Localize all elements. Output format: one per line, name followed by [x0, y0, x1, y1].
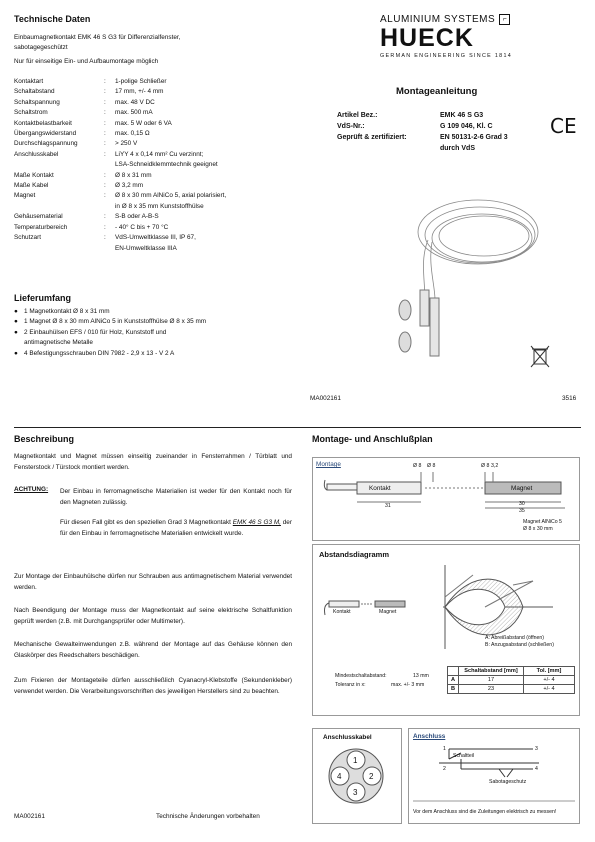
spec-colon: : — [104, 119, 106, 127]
spec-key: Maße Kontakt — [14, 171, 54, 179]
lieferumfang-list — [14, 307, 304, 359]
tech-line1: Einbaumagnetkontakt EMK 46 S G3 für Differenzialfenster, — [14, 34, 181, 41]
spec-key: Gehäusematerial — [14, 213, 63, 221]
bullet-icon: ● — [14, 308, 18, 315]
spec-value: Ø 3,2 mm — [115, 182, 144, 190]
dim-31: 31 — [385, 503, 391, 509]
list-item-text: 1 Magnetkontakt Ø 8 x 31 mm — [24, 308, 110, 315]
dim-8b: Ø 8 — [427, 463, 436, 469]
achtung-label: ACHTUNG: — [14, 486, 49, 493]
spec-row — [14, 212, 304, 222]
pin-1: 1 — [353, 756, 358, 765]
footer-right: Technische Änderungen vorbehalten — [156, 813, 260, 820]
pin-3: 3 — [353, 788, 358, 797]
brand-tagline: GERMAN ENGINEERING SINCE 1814 — [380, 53, 513, 59]
beschreibung-p2: Zur Montage der Einbauhülsche dürfen nur Schrauben aus antimagnetischem Material verwendet werden. — [14, 573, 292, 591]
list-item — [14, 317, 304, 327]
pin-4: 4 — [337, 772, 342, 781]
anschluss-heading: Anschluss — [413, 733, 446, 740]
abstand-kontakt: Kontakt — [333, 609, 351, 615]
spec-row — [14, 150, 304, 160]
montage-label: Montage — [316, 461, 341, 468]
table-row — [448, 685, 575, 694]
montage-key — [337, 143, 440, 154]
table-cell: B — [448, 685, 459, 694]
beschreibung-p3: Nach Beendigung der Montage muss der Magnetkontakt auf seine elektrische Schaltfunktion geprüft werden (z.B. mit Durchgangsprüfer oder Multimeter). — [14, 607, 292, 625]
sleeve-icon — [399, 332, 411, 352]
tol-label: Toleranz in x: — [335, 682, 366, 688]
beschreibung-p1: Magnetkontakt und Magnet müssen einseitig zueinander in Fensterrahmen / Türblatt und Fensterstock / Türstock montiert werden. — [14, 453, 292, 471]
spec-colon: : — [104, 98, 106, 106]
spec-colon — [104, 244, 115, 254]
spec-value: in Ø 8 x 35 mm Kunststoffhülse — [115, 202, 204, 210]
spec-key: Schaltstrom — [14, 109, 48, 117]
beschreibung-p4: Mechanische Gewalteinwendungen z.B. während der Montage auf das Gehäuse können den Glaskörper des Reedschalters beschädigen. — [14, 641, 292, 659]
montage-row — [337, 110, 567, 121]
spec-row — [14, 87, 304, 97]
montage-row — [337, 121, 567, 132]
mag-note1: Magnet AlNiCo 5 — [523, 519, 562, 525]
table-row — [448, 676, 575, 685]
montage-value: EN 50131-2-6 Grad 3 — [440, 134, 508, 141]
montage-row — [337, 143, 567, 154]
anschlusskabel-box — [312, 728, 402, 824]
spec-colon — [104, 160, 115, 170]
beschreibung-heading: Beschreibung — [14, 434, 75, 444]
abstand-heading: Abstandsdiagramm — [319, 550, 390, 559]
spec-colon: : — [104, 130, 106, 138]
spec-row — [14, 108, 304, 118]
spec-key: Schaltabstand — [14, 88, 55, 96]
achtung-text2a: Für diesen Fall gibt es den speziellen Grad 3 Magnetkontakt — [60, 519, 231, 526]
beschreibung-p5: Zum Fixieren der Montageteile dürfen ausschließlich Cyanacryl-Klebstoffe (Sekundenkleber) verwendet werden. Die Verarbeitungsvorschriften des jeweiligen Herstellers sind zu beachten. — [14, 677, 292, 695]
spec-value: Ø 8 x 30 mm AlNiCo 5, axial polarisiert, — [115, 192, 227, 200]
montage-value: G 109 046, Kl. C — [440, 123, 493, 130]
montage-value: EMK 46 S G3 — [440, 112, 484, 119]
bullet-icon: ● — [14, 318, 18, 326]
legend-b: B: Anzugsabstand (schließen) — [485, 642, 554, 648]
spec-key: Schutzart — [14, 234, 41, 242]
spec-colon: : — [104, 213, 106, 221]
montage-key: Geprüft & zertifiziert: — [337, 134, 407, 141]
spec-value: max. 500 mA — [115, 109, 153, 117]
spec-row — [14, 233, 304, 243]
spec-colon: : — [104, 140, 106, 148]
legend-a: A: Abreißabstand (öffnen) — [485, 635, 545, 641]
list-item-text: 1 Magnet Ø 8 x 30 mm AlNiCo 5 in Kunststoffhülse Ø 8 x 35 mm — [24, 318, 207, 326]
footer-left: MA002161 — [14, 813, 45, 820]
montage-key: Artikel Bez.: — [337, 112, 378, 119]
dim-8c: Ø 8 — [481, 463, 490, 469]
table-cell: A — [448, 676, 459, 685]
term-2: 2 — [443, 766, 446, 772]
abstand-magnet: Magnet — [379, 609, 397, 615]
schaltteil-label: Schaltteil — [453, 753, 475, 759]
brand-logo — [380, 14, 580, 59]
tech-intro — [14, 33, 294, 67]
spec-value: 1-polige Schließer — [115, 78, 167, 85]
spec-row — [14, 223, 304, 233]
mid-page: 3516 — [562, 395, 577, 402]
term-3: 3 — [535, 746, 538, 752]
spec-value: 17 mm, +/- 4 mm — [115, 88, 164, 96]
spec-value: VdS-Umweltklasse III, IP 67, — [115, 234, 196, 242]
spec-row — [14, 244, 304, 254]
spec-row — [14, 191, 304, 201]
mid-code: MA002161 — [310, 395, 341, 402]
spec-value: LSA-Schneidklemmtechnik geeignet — [115, 161, 218, 169]
spec-row — [14, 77, 304, 87]
spec-key: Magnet — [14, 192, 36, 200]
anschluss-note: Vor dem Anschluss sind die Zuleitungen elektrisch zu messen! — [413, 809, 557, 815]
dim-30: 30 — [519, 501, 525, 507]
spec-value: S-B oder A-B-S — [115, 213, 159, 221]
spec-key: Schaltspannung — [14, 98, 60, 106]
spec-key: Kontaktbelastbarkeit — [14, 119, 72, 127]
table-cell: 17 — [459, 676, 524, 685]
brand-mark-icon: ⌐ — [499, 14, 510, 25]
spec-value: max. 48 V DC — [115, 98, 155, 106]
spec-key: Maße Kabel — [14, 182, 49, 190]
spec-value: max. 5 W oder 6 VA — [115, 119, 172, 127]
spec-row — [14, 171, 304, 181]
spec-colon: : — [104, 78, 106, 85]
spec-colon — [104, 202, 115, 212]
spec-colon: : — [104, 150, 106, 158]
spec-colon: : — [104, 88, 106, 96]
plan-magnet: Magnet — [511, 485, 533, 492]
dim-35: 35 — [519, 508, 525, 514]
montage-drawing — [312, 457, 580, 541]
pin-2: 2 — [369, 772, 374, 781]
montage-value: durch VdS — [440, 145, 476, 152]
spec-key: Übergangswiderstand — [14, 130, 77, 138]
anschlusskabel-heading: Anschlusskabel — [323, 734, 372, 741]
spec-value: LiYY 4 x 0,14 mm² Cu verzinnt; — [115, 150, 204, 158]
anschluss-box — [408, 728, 580, 824]
spec-list — [14, 77, 304, 254]
montage-info — [337, 110, 567, 154]
list-item — [14, 307, 304, 317]
spec-row — [14, 139, 304, 149]
spec-colon: : — [104, 171, 106, 179]
sabotage-label: Sabotageschutz — [489, 779, 527, 785]
spec-key: Anschlusskabel — [14, 150, 59, 158]
min-label: Mindestschaltabstand: — [335, 673, 387, 679]
tech-heading: Technische Daten — [14, 14, 91, 24]
spec-key — [14, 160, 104, 170]
spec-colon: : — [104, 109, 106, 117]
list-item-text: 2 Einbauhülsen EFS / 010 für Holz, Kunststoff und — [24, 328, 167, 336]
achtung-text2c: der für den Einbau in ferromagnetische Materialien entwickelt wurde. — [60, 519, 292, 537]
spec-value: - 40° C bis + 70 °C — [115, 223, 169, 231]
term-4: 4 — [535, 766, 538, 772]
min-val: 13 mm — [413, 673, 429, 679]
spec-row — [14, 119, 304, 129]
spec-row — [14, 98, 304, 108]
sleeve-icon — [399, 300, 411, 320]
bullet-icon: ● — [14, 328, 18, 336]
spec-row — [14, 202, 304, 212]
brand-top: ALUMINIUM SYSTEMS — [380, 14, 496, 25]
term-1: 1 — [443, 746, 446, 752]
magnet-part-icon — [430, 298, 439, 356]
spec-key: Temperaturbereich — [14, 223, 68, 231]
spec-key — [14, 244, 104, 254]
plan-heading: Montage- und Anschlußplan — [312, 434, 433, 444]
tech-line2: sabotagegeschützt — [14, 44, 68, 52]
achtung-block — [14, 486, 292, 539]
ce-mark: CE — [550, 114, 577, 138]
weee-disposal-icon — [530, 345, 550, 369]
spec-value: > 250 V — [115, 140, 138, 148]
table-cell: 23 — [459, 685, 524, 694]
spec-colon: : — [104, 192, 106, 200]
spec-value: EN-Umweltklasse IIIA — [115, 244, 177, 252]
dim-8a: Ø 8 — [413, 463, 422, 469]
spec-key — [14, 202, 104, 212]
spec-value: max. 0,15 Ω — [115, 130, 150, 138]
list-item — [14, 349, 304, 359]
spec-colon: : — [104, 182, 106, 190]
lieferumfang-heading: Lieferumfang — [14, 293, 72, 303]
contact-part-icon — [420, 290, 429, 326]
list-item — [14, 328, 304, 338]
col-schaltabstand: Schaltabstand [mm] — [459, 667, 524, 676]
dim-33: 3,2 — [491, 463, 499, 469]
table-cell: +/- 4 — [524, 676, 575, 685]
spec-row — [14, 129, 304, 139]
spec-value: Ø 8 x 31 mm — [115, 171, 152, 179]
spec-key: Durchschlagspannung — [14, 140, 78, 148]
mag-note2: Ø 8 x 30 mm — [523, 526, 553, 532]
montage-key: VdS-Nr.: — [337, 123, 365, 130]
tol-val: max. +/- 3 mm — [391, 682, 425, 688]
spec-key: Kontaktart — [14, 78, 44, 85]
montage-heading: Montageanleitung — [396, 86, 478, 97]
product-link[interactable]: EMK 46 S G3 M, — [232, 519, 281, 526]
achtung-text1: Der Einbau in ferromagnetische Materialien ist weder für den Kontakt noch für den Magneten zulässig. — [60, 488, 292, 506]
col-tol: Tol. [mm] — [524, 667, 575, 676]
abstand-table — [447, 666, 575, 694]
spec-colon: : — [104, 234, 106, 242]
plan-kontakt: Kontakt — [369, 485, 391, 492]
bullet-icon: ● — [14, 349, 18, 357]
list-item-text: antimagnetische Metalle — [24, 339, 93, 347]
brand-name: HUECK — [380, 24, 474, 52]
spec-row — [14, 160, 304, 170]
abstand-diagram-box — [312, 544, 580, 716]
list-item-text: 4 Befestigungsschrauben DIN 7982 - 2,9 x 13 - V 2 A — [24, 349, 175, 357]
table-cell: +/- 4 — [524, 685, 575, 694]
spec-row — [14, 181, 304, 191]
divider — [14, 427, 581, 428]
tech-line3: Nur für einseitige Ein- und Aufbaumontage möglich — [14, 57, 159, 65]
list-item — [14, 338, 304, 348]
montage-row — [337, 132, 567, 143]
bullet-icon — [14, 338, 24, 348]
spec-colon: : — [104, 223, 106, 231]
